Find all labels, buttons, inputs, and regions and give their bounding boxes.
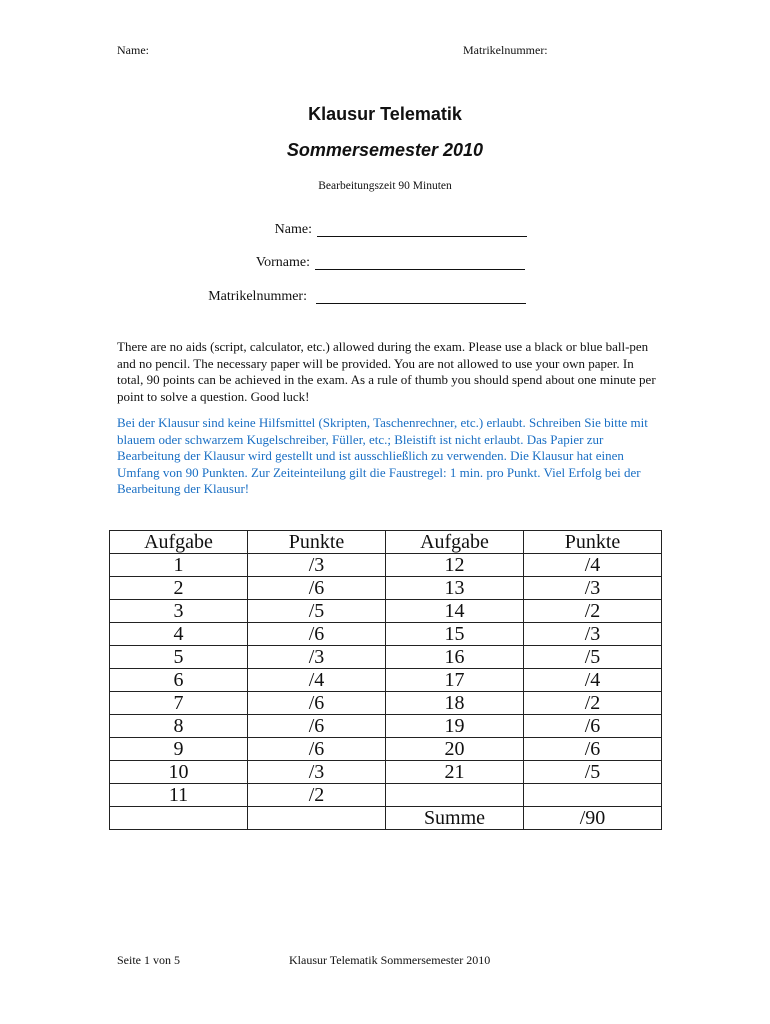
vorname-field-line[interactable] xyxy=(315,269,525,270)
table-cell: 16 xyxy=(386,646,524,669)
matrikel-field[interactable] xyxy=(0,289,770,309)
table-cell: 15 xyxy=(386,623,524,646)
table-cell: 13 xyxy=(386,577,524,600)
table-row xyxy=(110,669,662,692)
table-row xyxy=(110,715,662,738)
table-cell xyxy=(386,784,524,807)
header-name-label: Name: xyxy=(117,43,149,57)
table-cell xyxy=(248,807,386,830)
matrikel-field-label: Matrikelnummer: xyxy=(208,289,307,304)
table-cell: 6 xyxy=(110,669,248,692)
exam-title: Klausur Telematik xyxy=(308,104,462,124)
table-row xyxy=(110,577,662,600)
table-cell: 1 xyxy=(110,554,248,577)
table-cell: 9 xyxy=(110,738,248,761)
exam-duration: Bearbeitungszeit 90 Minuten xyxy=(318,180,452,192)
table-row xyxy=(110,692,662,715)
table-cell: /4 xyxy=(248,669,386,692)
table-row xyxy=(110,646,662,669)
sum-label: Summe xyxy=(386,807,524,830)
table-cell: 20 xyxy=(386,738,524,761)
table-cell: 12 xyxy=(386,554,524,577)
table-cell: /5 xyxy=(524,761,662,784)
table-cell: /3 xyxy=(524,577,662,600)
table-row xyxy=(110,738,662,761)
header-matrikel-label: Matrikelnummer: xyxy=(463,43,548,57)
table-cell: /4 xyxy=(524,554,662,577)
table-cell: 2 xyxy=(110,577,248,600)
table-cell: /6 xyxy=(524,715,662,738)
table-sum-row xyxy=(110,807,662,830)
sum-total: /90 xyxy=(524,807,662,830)
table-cell: /3 xyxy=(248,554,386,577)
table-row xyxy=(110,761,662,784)
table-header-cell: Aufgabe xyxy=(386,531,524,554)
table-cell: /3 xyxy=(248,646,386,669)
matrikel-field-line[interactable] xyxy=(316,303,526,304)
table-row xyxy=(110,784,662,807)
instructions-german: Bei der Klausur sind keine Hilfsmittel (Skripten, Taschenrechner, etc.) erlaubt. Schreiben Sie bitte mit blauem oder schwarzem Kugelschreiber, Füller, etc.; Bleistift ist nicht erlaubt. Das Papier zur Bearbeitung der Klausur wird gestellt und ist ausschließlich zu verwenden. Die Klausur hat einen Umfang von 90 Punkten. Zur Zeiteinteilung gilt die Faustregel: 1 min. pro Punkt. Viel Erfolg bei der Bearbeitung der Klausur! xyxy=(117,415,648,496)
table-cell: 14 xyxy=(386,600,524,623)
table-cell: /6 xyxy=(524,738,662,761)
table-cell: 3 xyxy=(110,600,248,623)
name-field[interactable] xyxy=(0,222,770,242)
table-header-cell: Punkte xyxy=(248,531,386,554)
table-cell: /6 xyxy=(248,738,386,761)
table-cell: /3 xyxy=(248,761,386,784)
name-field-label: Name: xyxy=(274,222,312,237)
exam-subtitle: Sommersemester 2010 xyxy=(286,140,484,160)
table-cell: 11 xyxy=(110,784,248,807)
vorname-field[interactable] xyxy=(0,255,770,275)
table-cell: 5 xyxy=(110,646,248,669)
table-cell: /2 xyxy=(248,784,386,807)
table-cell: 18 xyxy=(386,692,524,715)
instructions-english: There are no aids (script, calculator, etc.) allowed during the exam. Please use a black or blue ball-pen and no pencil. The necessary paper will be provided. You are not allowed to use your own paper. In total, 90 points can be achieved in the exam. As a rule of thumb you should spend about one minute per point to solve a question. Good luck! xyxy=(117,339,656,404)
table-cell: /3 xyxy=(524,623,662,646)
table-cell: 21 xyxy=(386,761,524,784)
table-header-cell: Punkte xyxy=(524,531,662,554)
points-table xyxy=(109,530,662,830)
footer-page-number: Seite 1 von 5 xyxy=(117,953,180,967)
table-cell: /6 xyxy=(248,715,386,738)
table-cell: /6 xyxy=(248,623,386,646)
table-row xyxy=(110,623,662,646)
table-cell xyxy=(110,807,248,830)
table-header-cell: Aufgabe xyxy=(110,531,248,554)
table-cell: 19 xyxy=(386,715,524,738)
table-cell: /4 xyxy=(524,669,662,692)
footer-title: Klausur Telematik Sommersemester 2010 xyxy=(289,953,491,967)
table-cell: 7 xyxy=(110,692,248,715)
table-cell: 10 xyxy=(110,761,248,784)
vorname-field-label: Vorname: xyxy=(255,255,310,270)
table-cell: 8 xyxy=(110,715,248,738)
table-cell: /6 xyxy=(248,692,386,715)
table-header-row xyxy=(110,531,662,554)
table-cell xyxy=(524,784,662,807)
table-cell: /2 xyxy=(524,692,662,715)
name-field-line[interactable] xyxy=(317,236,527,237)
table-row xyxy=(110,600,662,623)
table-cell: /5 xyxy=(524,646,662,669)
table-cell: /5 xyxy=(248,600,386,623)
table-row xyxy=(110,554,662,577)
table-cell: 17 xyxy=(386,669,524,692)
table-cell: 4 xyxy=(110,623,248,646)
table-cell: /6 xyxy=(248,577,386,600)
table-cell: /2 xyxy=(524,600,662,623)
